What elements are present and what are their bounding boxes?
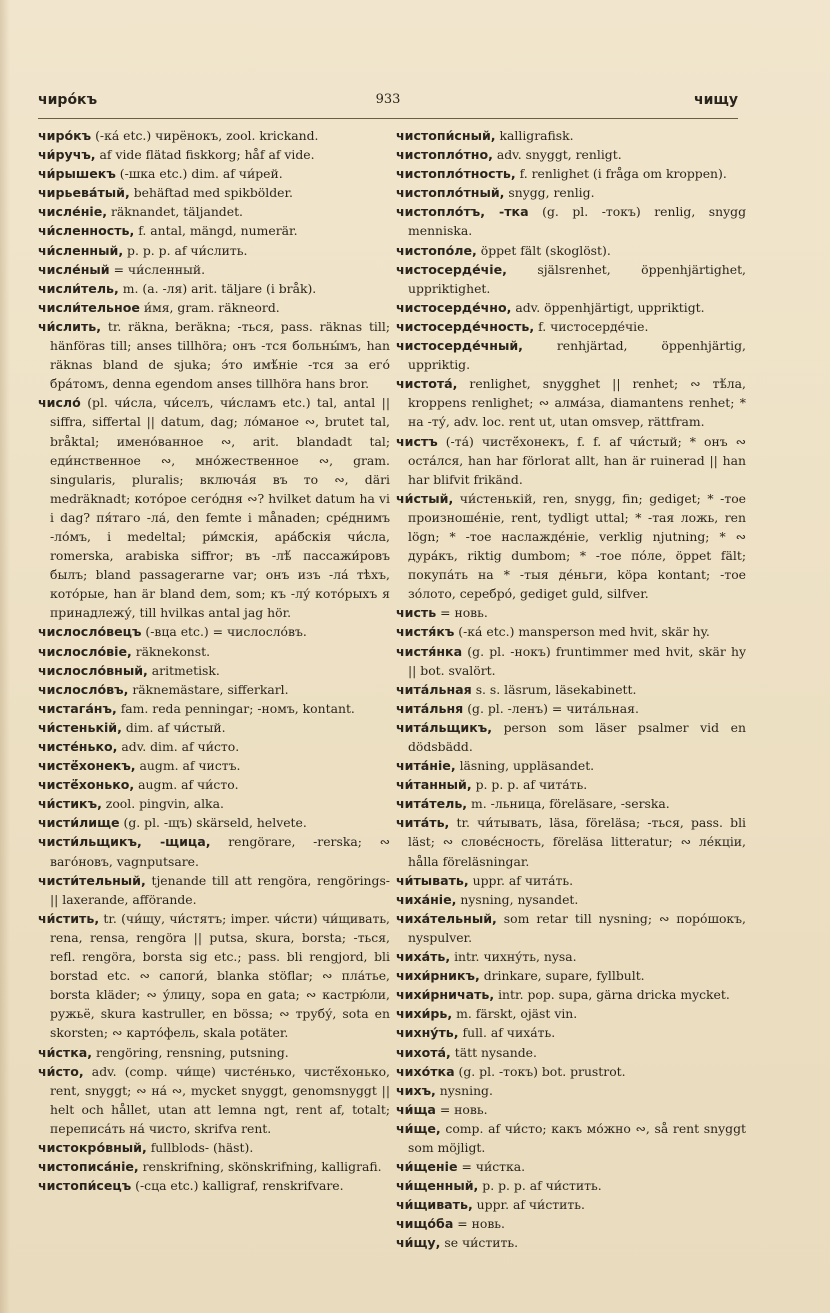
entry-headword: чихи́рь, [396,1006,453,1022]
entry-headword: чистопло́тъ, -тка [396,204,529,220]
entry-definition: snygg, renlig. [504,185,595,201]
entry-headword: чистосерде́чный, [396,338,523,354]
entry-headword: числи́тельное [38,299,140,315]
entry-definition: drinkare, supare, fyllbult. [479,968,645,984]
dictionary-entry [38,393,390,622]
entry-definition: kalligrafisk. [495,128,574,143]
dictionary-entry [396,164,746,183]
dictionary-entry [396,1023,746,1042]
entry-definition: p. p. p. af чи́слить. [123,242,248,258]
entry-definition: (-вца etc.) = числосло́въ. [141,624,307,640]
entry-definition: fam. reda penningar; -номъ, kontant. [116,700,355,716]
dictionary-entry [396,202,746,240]
dictionary-entry [38,680,390,699]
dictionary-entry [396,642,746,680]
entry-definition: behäftad med spikbölder. [129,185,293,201]
dictionary-entry [38,794,390,813]
dictionary-entry [38,164,390,183]
dictionary-entry [396,622,746,641]
dictionary-entry [38,832,390,870]
entry-definition: = чи́стка. [457,1159,526,1175]
dictionary-entry [38,642,390,661]
entry-headword: чиха́тельный, [396,910,497,926]
left-column [38,126,390,1195]
entry-definition: räknandet, täljandet. [107,204,243,220]
dictionary-entry [38,298,390,317]
entry-definition: = новь. [453,1216,505,1232]
entry-headword: числосло́въ, [38,681,129,697]
entry-headword: чисть [396,605,437,621]
dictionary-entry [396,1062,746,1081]
entry-headword: чита́ть, [396,815,450,831]
dictionary-entry [396,1214,746,1233]
dictionary-entry [38,202,390,221]
dictionary-entry [396,603,746,622]
entry-headword: чистя́къ [396,624,455,640]
dictionary-entry [396,699,746,718]
entry-definition: räknemästare, sifferkarl. [128,681,289,697]
entry-headword: чи́сто, [38,1063,84,1079]
entry-definition: adv. öppenhjärtigt, uppriktigt. [511,299,705,315]
entry-definition: (-шка etc.) dim. af чи́рей. [115,166,283,182]
entry-headword: чирьева́тый, [38,185,130,201]
entry-definition: zool. pingvin, alka. [101,796,224,812]
running-head-left: чиро́къ [38,92,98,108]
dictionary-entry [38,183,390,202]
entry-definition: p. p. p. af чита́ть. [471,777,588,793]
dictionary-entry [396,126,746,145]
entry-headword: чистопи́сный, [396,128,496,143]
dictionary-entry [396,374,746,431]
entry-headword: чи́танный, [396,777,472,793]
entry-definition: uppr. af чи́стить. [472,1197,585,1213]
entry-headword: чистосерде́чность, [396,318,535,334]
entry-definition: tr. чи́тывать, läsa, föreläsa; -ться, pass. bli läst; ∾ слове́сность, föreläsa litteratur; ∾ ле́кціи, hålla föreläsningar. [408,815,746,869]
entry-headword: чистопло́тность, [396,166,516,182]
entry-headword: чи́тывать, [396,872,469,888]
entry-definition: (g. pl. -токъ) bot. prustrot. [454,1063,626,1079]
entry-headword: чихъ, [396,1082,436,1098]
dictionary-entry [396,1100,746,1119]
entry-definition: f. чистосерде́чіе. [534,318,649,334]
entry-definition: m. -льница, föreläsare, -serska. [467,796,670,812]
dictionary-entry [38,145,390,164]
entry-definition: = чи́сленный. [109,261,206,277]
entry-definition: renskrifning, skönskrifning, kalligrafi. [138,1159,382,1175]
entry-headword: числе́ный [38,261,110,277]
dictionary-entry [38,1176,390,1195]
entry-definition: f. renlighet (i fråga om kroppen). [515,166,727,182]
entry-headword: чита́тель, [396,796,468,812]
entry-definition: dim. af чи́стый. [121,719,226,735]
entry-headword: чи́сленность, [38,223,135,239]
dictionary-entry [38,1157,390,1176]
dictionary-entry [396,985,746,1004]
dictionary-entry [396,966,746,985]
entry-definition: uppr. af чита́ть. [468,872,574,888]
entry-headword: чистё́хонько, [38,777,135,793]
entry-definition: renhjärtad, öppenhjärtig, uppriktig. [408,338,746,373]
entry-headword: чи́рышекъ [38,166,116,182]
page-edge-shadow [0,0,10,1313]
dictionary-entry [396,489,746,604]
dictionary-entry [396,1195,746,1214]
entry-headword: чисти́лище [38,815,120,831]
entry-definition: läsning, uppläsandet. [455,758,595,774]
entry-headword: чи́стенькій, [38,719,122,735]
dictionary-entry [396,1043,746,1062]
dictionary-entry [396,1157,746,1176]
entry-headword: чи́стый, [396,490,454,506]
entry-definition: full. af чиха́ть. [458,1025,556,1041]
dictionary-entry [396,336,746,374]
page-header [38,92,738,114]
entry-headword: чистопи́сецъ [38,1178,132,1194]
entry-headword: чи́ще, [396,1120,441,1136]
dictionary-entry [38,260,390,279]
entry-headword: чистё́хонекъ, [38,758,136,774]
entry-headword: чиха́ть, [396,949,451,965]
header-rule [38,118,738,119]
dictionary-entry [396,1081,746,1100]
entry-definition: augm. af чистъ. [135,758,241,774]
entry-headword: число́ [38,395,81,411]
entry-definition: se чи́стить. [440,1235,519,1251]
entry-definition: m. (a. -ля) arit. täljare (i bråk). [118,280,317,296]
dictionary-entry [38,699,390,718]
entry-headword: чисти́льщикъ, -щица, [38,834,211,850]
dictionary-entry [396,871,746,890]
dictionary-entry [396,1119,746,1157]
entry-definition: adv. (comp. чи́ще) чисте́нько, чистё́хонько, rent, snyggt; ∾ на́ ∾, mycket snyggt, genomsnyggt || helt och hållet, utan att lemna ngt, rent af, totalt; переписа́ть на́ чисто, skrifva rent. [50,1063,390,1136]
entry-headword: чи́щу, [396,1235,441,1251]
entry-definition: (-ка́ etc.) mansperson med hvit, skär hy. [454,624,710,640]
dictionary-entry [396,813,746,870]
entry-definition: чи́стенькій, ren, snygg, fin; gediget; * -тое произноше́ніе, rent, tydligt uttal; * -тая ложь, ren lögn; * -тое наслажде́ніе, verklig njutning; * ∾ дура́къ, riktig dumbom; * -тое по́ле, öppet fält; покупа́ть на * -тыя де́ньги, köpa kontant; -тое зо́лото, серебро́, gediget guld, silfver. [408,490,747,602]
entry-headword: чистъ [396,433,438,449]
entry-headword: чистопло́тный, [396,185,505,201]
dictionary-entry [396,756,746,775]
entry-definition: s. s. läsrum, läsekabinett. [471,681,637,697]
entry-headword: чи́слить, [38,318,102,334]
entry-headword: чихота́, [396,1044,451,1060]
entry-headword: чисти́тельный, [38,872,146,888]
entry-definition: fullblods- (häst). [146,1139,254,1155]
entry-headword: чи́ручъ, [38,147,96,163]
entry-headword: чита́льная [396,681,472,697]
entry-definition: rengöring, rensning, putsning. [92,1044,289,1060]
entry-definition: nysning, nysandet. [456,891,579,907]
right-column [396,126,746,1253]
entry-definition: räknekonst. [131,643,211,659]
entry-definition: tjenande till att rengöra, rengörings- || laxerande, afförande. [50,872,390,907]
entry-definition: и́мя, gram. räkneord. [139,299,280,315]
entry-definition: tr. (чи́щу, чи́стятъ; imper. чи́сти) чи́щивать, rena, rensa, rengöra || putsa, skura, borsta; -ться, refl. rengöra, borsta sig etc.; pass. bli rengjord, bli borstad etc. ∾ сапоги́, blanka stöflar; ∾ пла́тье, borsta kläder; ∾ у́лицу, sopa en gata; ∾ кастрю́ли, ружьё, skura kastruller, en bössa; ∾ трубу́, sota en skorsten; ∾ карто́фель, skala potäter. [50,910,390,1041]
entry-definition: intr. чихну́ть, nysa. [450,949,577,965]
entry-headword: чи́ща [396,1101,436,1117]
entry-headword: чиха́ніе, [396,891,457,907]
entry-definition: person som läser psalmer vid en dödsbädd. [408,719,746,754]
entry-headword: чистопло́тно, [396,147,493,163]
dictionary-entry [396,794,746,813]
entry-definition: comp. af чи́сто; какъ мо́жно ∾, så rent snyggt som möjligt. [408,1120,746,1155]
entry-definition: aritmetisk. [147,662,220,678]
entry-definition: f. antal, mängd, numerär. [134,223,298,239]
dictionary-entry [38,1043,390,1062]
dictionary-entry [396,775,746,794]
entry-definition: af vide flätad fiskkorg; håf af vide. [95,147,315,163]
entry-headword: числосло́віе, [38,643,132,659]
entry-headword: чихо́тка [396,1063,455,1079]
entry-definition: adv. dim. af чи́сто. [117,739,240,754]
dictionary-entry [396,260,746,298]
entry-definition: som retar till nysning; ∾ поро́шокъ, nyspulver. [408,910,746,945]
dictionary-entry [38,279,390,298]
dictionary-entry [396,1004,746,1023]
dictionary-entry [38,1062,390,1138]
entry-headword: чистокро́вный, [38,1139,147,1155]
entry-headword: чи́сленный, [38,242,124,258]
entry-definition: (g. pl. -ленъ) = чита́льная. [463,700,639,716]
entry-headword: чита́льщикъ, [396,719,492,735]
entry-headword: чистосерде́чно, [396,299,512,315]
entry-definition: tr. räkna, beräkna; -ться, pass. räknas till; hänföras till; anses tillhöra; онъ -тся больны́мъ, han räknas bland de sjuka; э́то имѣ́ніе -тся за его́ бра́томъ, denna egendom anses tillhöra hans bror. [50,318,390,392]
entry-headword: чихну́ть, [396,1025,459,1041]
entry-definition: rengörare, -rerska; ∾ ваго́новъ, vagnputsare. [50,834,391,869]
dictionary-entry [396,145,746,164]
entry-headword: числосло́вецъ [38,624,142,640]
entry-headword: чи́щивать, [396,1197,473,1213]
entry-headword: чита́льня [396,700,464,716]
dictionary-entry [38,718,390,737]
dictionary-entry [38,241,390,260]
dictionary-entry [38,317,390,393]
entry-headword: чищо́ба [396,1216,454,1232]
dictionary-entry [38,909,390,1043]
entry-headword: чиро́къ [38,128,92,143]
entry-definition: (-ка́ etc.) чирёнокъ, zool. krickand. [91,128,319,143]
entry-definition: intr. pop. supa, gärna dricka mycket. [494,987,730,1003]
entry-headword: чи́щенный, [396,1178,479,1194]
entry-headword: чистя́нка [396,643,463,659]
entry-headword: чистопо́ле, [396,242,477,258]
entry-definition: (-та́) чистё́хонекъ, f. f. af чи́стый; * онъ ∾ оста́лся, han har förlorat allt, han är ruinerad || han har blifvit frikänd. [408,433,746,487]
dictionary-entry [396,909,746,947]
dictionary-entry [396,432,746,489]
entry-headword: числи́тель, [38,280,119,296]
entry-definition: själsrenhet, öppenhjärtighet, uppriktighet. [408,261,746,296]
entry-headword: чистописа́ніе, [38,1159,139,1175]
entry-definition: = новь. [436,605,488,621]
entry-definition: öppet fält (skoglöst). [476,242,611,258]
entry-headword: чихи́рникъ, [396,968,480,984]
dictionary-entry [38,871,390,909]
entry-definition: (g. pl. -нокъ) fruntimmer med hvit, skär hy || bot. svalört. [408,643,746,678]
dictionary-entry [38,775,390,794]
entry-headword: чистага́нъ, [38,700,117,716]
dictionary-entry [396,298,746,317]
dictionary-entry [38,1138,390,1157]
entry-definition: (g. pl. -токъ) renlig, snygg menniska. [408,204,747,239]
dictionary-entry [396,317,746,336]
dictionary-entry [396,241,746,260]
entry-headword: числе́ніе, [38,204,108,220]
dictionary-entry [38,737,390,756]
entry-headword: чи́стка, [38,1044,93,1060]
entry-headword: чистосерде́чіе, [396,261,507,277]
entry-definition: (-сца etc.) kalligraf, renskrifvare. [131,1178,344,1194]
dictionary-entry [38,813,390,832]
dictionary-entry [38,622,390,641]
dictionary-entry [38,126,390,145]
entry-headword: чи́щеніе [396,1159,458,1175]
entry-headword: числосло́вный, [38,662,148,678]
entry-definition: augm. af чи́сто. [134,777,239,793]
dictionary-entry [396,947,746,966]
dictionary-entry [38,221,390,240]
entry-definition: = новь. [435,1101,488,1117]
entry-definition: m. färskt, ojäst vin. [452,1006,578,1022]
entry-definition: p. p. p. af чи́стить. [478,1178,602,1194]
page-number: 933 [375,92,401,107]
entry-definition: nysning. [435,1082,493,1098]
entry-headword: чистота́, [396,376,458,392]
entry-headword: чи́стить, [38,910,100,926]
entry-definition: (g. pl. -щъ) skärseld, helvete. [119,815,307,831]
entry-definition: tätt nysande. [450,1044,537,1060]
dictionary-entry [396,890,746,909]
entry-headword: чи́стикъ, [38,796,102,812]
dictionary-entry [396,1233,746,1252]
dictionary-entry [38,756,390,775]
entry-headword: чисте́нько, [38,739,118,754]
entry-headword: чихи́рничать, [396,987,495,1003]
dictionary-entry [38,661,390,680]
entry-definition: (pl. чи́сла, чи́селъ, чи́сламъ etc.) tal, antal || siffra, siffertal || datum, dag; ло́маное ∾, brutet tal, bråktal; имено́ванное ∾, arit. blandadt tal; еди́нственное ∾, мно́жественное ∾, gram. singularis, pluralis; включа́я въ то ∾, däri medräknadt; кото́рое сего́дня ∾? hvilket datum ha vi i dag? пя́таго -ла́, den femte i månaden; сре́днимъ -ло́мъ, i medeltal; ри́мскія, ара́бскія чи́сла, romerska, arabiska siffror; въ -лѣ́ пассажи́ровъ былъ; bland passagerarne var; онъ изъ -ла́ тѣхъ, кото́рые, han är bland dem, som; къ -лу́ кото́рыхъ я принадлежу́, till hvilkas antal jag hör. [50,395,390,621]
entry-headword: чита́ніе, [396,758,456,774]
dictionary-entry [396,680,746,699]
running-head-right: чищу [693,92,738,108]
entry-definition: renlighet, snygghet || renhet; ∾ тѣ́ла, kroppens renlighet; ∾ алма́за, diamantens renhet; * на -ту́, adv. loc. rent ut, utan omsvep, rättfram. [408,376,746,430]
dictionary-entry [396,183,746,202]
dictionary-entry [396,718,746,756]
dictionary-entry [396,1176,746,1195]
entry-definition: adv. snyggt, renligt. [492,147,622,163]
